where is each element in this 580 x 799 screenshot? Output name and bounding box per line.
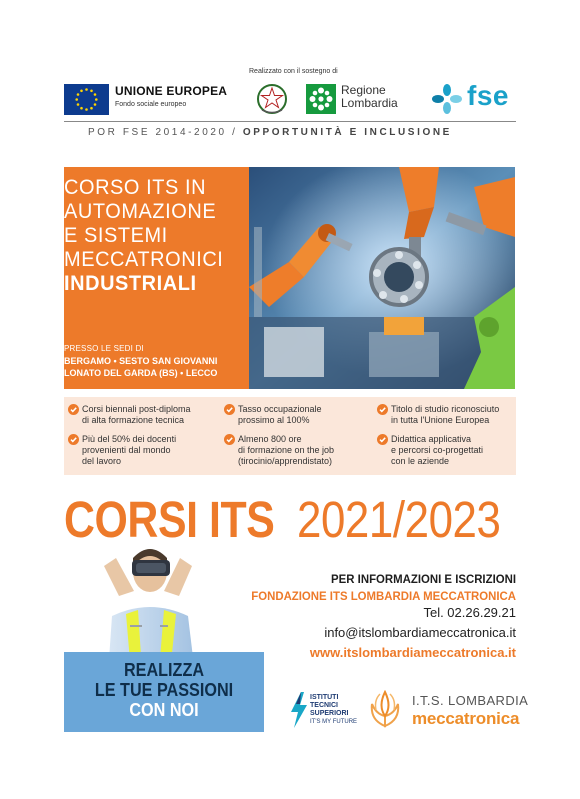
corsi-its-headline: CORSI ITS [64, 491, 275, 548]
feature-4-line3: del lavoro [82, 456, 122, 466]
its-line-1: ISTITUTI [310, 694, 339, 701]
por-prefix: POR FSE 2014-2020 / [88, 127, 243, 138]
fondazione-name: FONDAZIONE ITS LOMBARDIA MECCATRONICA [251, 589, 516, 603]
regione-line1: Regione [341, 83, 386, 97]
feature-6-line3: con le aziende [391, 456, 450, 466]
its-tagline: IT'S MY FUTURE [310, 719, 358, 725]
course-title-line-1: CORSO ITS IN [64, 176, 207, 199]
passioni-slogan [74, 660, 254, 720]
regione-lombardia-icon [306, 84, 336, 114]
meccatronica-line-1: I.T.S. LOMBARDIA [412, 693, 529, 708]
feature-3-line2: in tutta l'Unione Europea [391, 415, 490, 425]
feature-4-line2: provenienti dal mondo [82, 445, 171, 455]
course-title-line-4: MECCATRONICI [64, 248, 224, 271]
info-title: PER INFORMAZIONI E ISCRIZIONI [331, 572, 516, 586]
feature-4-line1: Più del 50% dei docenti [82, 434, 177, 444]
check-icon [224, 434, 235, 445]
meccatronica-logo-icon [366, 690, 404, 728]
feature-5 [238, 434, 334, 467]
passioni-line-1: REALIZZA [123, 660, 205, 680]
course-title [64, 176, 232, 296]
its-bolt-icon [289, 692, 309, 728]
sedi-line-2: LONATO DEL GARDA (BS) • LECCO [64, 368, 218, 378]
check-icon [224, 404, 235, 415]
fse-logo-icon [430, 82, 464, 116]
passioni-line-3: CON NOI [129, 700, 199, 720]
feature-2-line2: prossimo al 100% [238, 415, 310, 425]
email-link[interactable]: info@itslombardiameccatronica.it [324, 625, 516, 640]
republic-emblem-icon [256, 82, 288, 116]
feature-5-line1: Almeno 800 ore [238, 434, 302, 444]
its-line-3: SUPERIORI [310, 710, 349, 717]
meccatronica-line-2: meccatronica [412, 709, 520, 728]
course-title-bold: INDUSTRIALI [64, 272, 197, 295]
course-title-line-3: E SISTEMI [64, 224, 168, 247]
its-line-2: TECNICI [310, 702, 338, 709]
eu-subtitle: Fondo sociale europeo [115, 101, 187, 108]
years-headline: 2021/2023 [297, 491, 501, 548]
regione-line2: Lombardia [341, 96, 398, 110]
feature-6-line1: Didattica applicativa [391, 434, 472, 444]
feature-2-line1: Tasso occupazionale [238, 404, 322, 414]
feature-3 [391, 404, 499, 426]
feature-2 [238, 404, 322, 426]
sostegno-text: Realizzato con il sostegno di [249, 68, 338, 75]
website-link[interactable]: www.itslombardiameccatronica.it [309, 645, 516, 660]
regione-lombardia-label [341, 84, 398, 110]
feature-5-line2: di formazione on the job [238, 445, 335, 455]
feature-3-line1: Titolo di studio riconosciuto [391, 404, 500, 414]
passioni-line-2: LE TUE PASSIONI [94, 680, 234, 700]
por-fse-line [88, 127, 452, 138]
feature-5-line3: (tirocinio/apprendistato) [238, 456, 333, 466]
feature-6 [391, 434, 483, 467]
feature-1 [82, 404, 191, 426]
feature-4 [82, 434, 176, 467]
feature-1-line1: Corsi biennali post-diploma [82, 404, 191, 414]
sedi-line-1: BERGAMO • SESTO SAN GIOVANNI [64, 356, 218, 366]
check-icon [377, 434, 388, 445]
check-icon [377, 404, 388, 415]
feature-1-line2: di alta formazione tecnica [82, 415, 185, 425]
its-logo-text [310, 694, 357, 726]
eu-flag-icon [64, 84, 109, 115]
presso-label: PRESSO LE SEDI DI [64, 344, 144, 353]
por-bold: OPPORTUNITÀ E INCLUSIONE [242, 127, 452, 138]
sedi-list [64, 355, 217, 379]
check-icon [68, 404, 79, 415]
check-icon [68, 434, 79, 445]
header-divider [64, 121, 516, 122]
fse-logo-text: fse [467, 80, 509, 111]
robotics-photo [249, 167, 515, 389]
phone-number[interactable]: Tel. 02.26.29.21 [423, 605, 516, 620]
course-title-line-2: AUTOMAZIONE [64, 200, 217, 223]
eu-title: UNIONE EUROPEA [115, 84, 228, 98]
feature-6-line2: e percorsi co-progettati [391, 445, 484, 455]
